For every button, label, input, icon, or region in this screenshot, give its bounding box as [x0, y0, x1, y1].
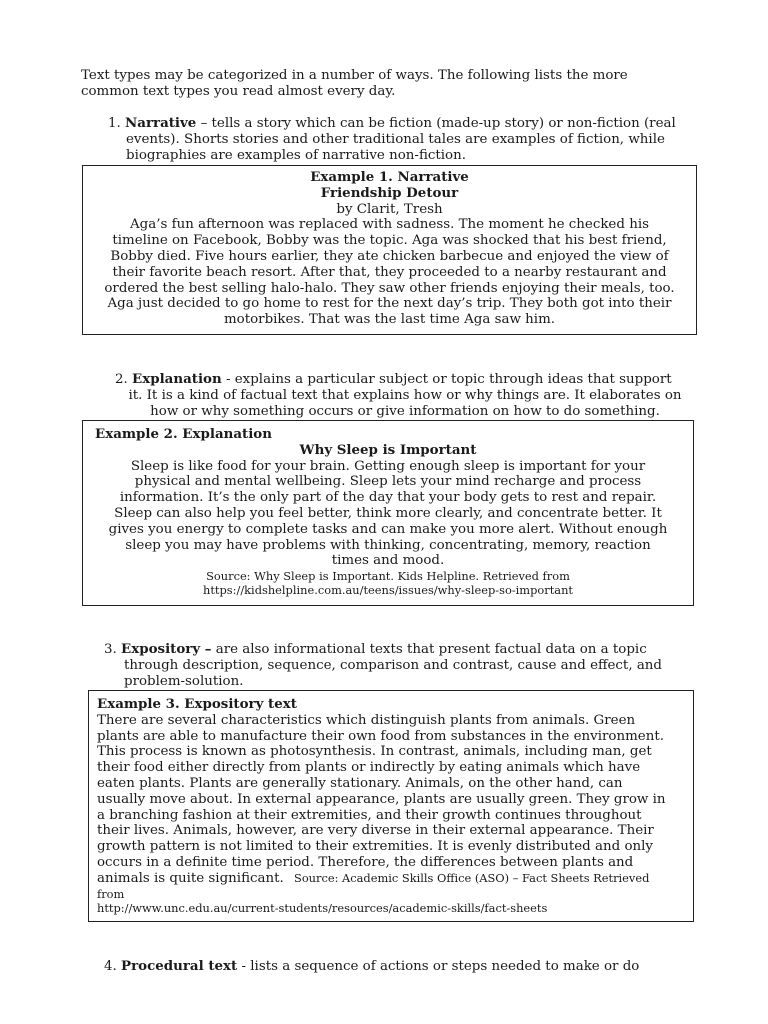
story-line: motorbikes. That was the last time Aga saw him. — [223, 312, 556, 328]
intro-line: Text types may be categorized in a number of ways. The following lists the more — [81, 68, 628, 83]
list-item-expository — [104, 642, 704, 689]
story-line: ordered the best selling halo-halo. They saw other friends enjoying their meals, too. — [104, 280, 675, 296]
list-number: 2. — [115, 372, 128, 387]
list-item-line: it. It is a kind of factual text that explains how or why things are. It elaborates on — [128, 387, 682, 403]
article-title: Why Sleep is Important — [299, 441, 477, 458]
list-item-line: how or why something occurs or give information on how to do something. — [150, 403, 660, 419]
example-heading: Example 3. Expository text — [97, 696, 297, 712]
list-number: 3. — [104, 642, 117, 657]
intro-paragraph — [81, 68, 681, 100]
source-url: http://www.unc.edu.au/current-students/resources/academic-skills/fact-sheets — [97, 900, 548, 915]
text-line: This process is known as photosynthesis. In contrast, animals, including man, get — [97, 744, 652, 760]
intro-line: common text types you read almost every day. — [81, 83, 396, 99]
list-item-line: 4. Procedural text - lists a sequence of actions or steps needed to make or do — [104, 958, 640, 974]
article-line: Sleep can also help you feel better, think more clearly, and concentrate better. It — [114, 505, 662, 521]
text-line: plants are able to manufacture their own food from substances in the environment. — [97, 728, 664, 744]
example-2-box — [82, 420, 694, 606]
list-item-line: events). Shorts stories and other traditional tales are examples of fiction, while — [126, 131, 665, 147]
text-line: usually move about. In external appearance, plants are usually green. They grow in — [97, 791, 666, 807]
list-item-narrative — [108, 116, 708, 163]
list-item-line: biographies are examples of narrative non-fiction. — [126, 147, 466, 163]
story-line: Aga just decided to go home to rest for the next day’s trip. They both got into their — [107, 296, 672, 312]
text-line: occurs in a definite time period. Therefore, the differences between plants and — [97, 854, 634, 870]
article-line: information. It’s the only part of the day that your body gets to rest and repair. — [119, 490, 657, 506]
term-expository: Expository – — [121, 641, 212, 657]
term-procedural: Procedural text — [121, 958, 238, 974]
text-line: There are several characteristics which distinguish plants from animals. Green — [97, 712, 636, 728]
story-line: Bobby died. Five hours earlier, they ate chicken barbecue and enjoyed the view of — [110, 248, 669, 264]
text-line: a branching fashion at their extremities, and their growth continues throughout — [97, 807, 642, 823]
story-title: Friendship Detour — [320, 184, 459, 201]
term-narrative: Narrative — [125, 115, 197, 131]
example-1-box — [82, 165, 697, 335]
text-line: their lives. Animals, however, are very diverse in their external appearance. Their — [97, 823, 654, 839]
story-line: Aga’s fun afternoon was replaced with sadness. The moment he checked his — [130, 217, 649, 233]
article-line: times and mood. — [331, 553, 445, 569]
article-line: physical and mental wellbeing. Sleep lets your mind recharge and process — [134, 474, 642, 490]
term-explanation: Explanation — [132, 371, 222, 387]
story-line: their favorite beach resort. After that, they proceeded to a nearby restaurant and — [112, 264, 667, 280]
list-item-line: through description, sequence, comparison and contrast, cause and effect, and — [124, 657, 663, 673]
text-line: their food either directly from plants or indirectly by eating animals which have — [97, 760, 641, 776]
list-item-procedural — [104, 959, 704, 975]
list-item-line: 2. Explanation - explains a particular subject or topic through ideas that support — [115, 371, 672, 387]
source-citation-continued: from — [97, 886, 125, 901]
text-line: animals is quite significant. Source: Academic Skills Office (ASO) – Fact Sheets Retrieved — [97, 870, 650, 886]
source-citation: Source: Why Sleep is Important. Kids Helpline. Retrieved from — [206, 569, 570, 584]
list-number: 1. — [108, 116, 121, 131]
article-line: sleep you may have problems with thinking, concentrating, memory, reaction — [125, 537, 651, 553]
list-item-line: problem-solution. — [124, 673, 244, 689]
story-line: timeline on Facebook, Bobby was the topic. Aga was shocked that his best friend, — [112, 233, 667, 249]
article-line: gives you energy to complete tasks and can make you more alert. Without enough — [108, 521, 668, 537]
text-line: eaten plants. Plants are generally stationary. Animals, on the other hand, can — [97, 775, 623, 791]
list-item-explanation — [115, 372, 695, 419]
example-heading: Example 1. Narrative — [310, 169, 469, 185]
source-citation: Source: Academic Skills Office (ASO) – Fact Sheets Retrieved — [294, 870, 650, 885]
list-item-line: 3. Expository – are also informational texts that present factual data on a topic — [104, 641, 647, 657]
example-heading: Example 2. Explanation — [95, 426, 272, 442]
source-url: https://kidshelpline.com.au/teens/issues/why-sleep-so-important — [203, 583, 573, 598]
article-line: Sleep is like food for your brain. Getting enough sleep is important for your — [130, 458, 646, 474]
list-item-line: 1. Narrative – tells a story which can be fiction (made-up story) or non-fiction (real — [108, 115, 676, 131]
example-3-box — [88, 690, 694, 922]
text-line: growth pattern is not limited to their extremities. It is evenly distributed and only — [97, 839, 653, 855]
story-author: by Clarit, Tresh — [336, 201, 443, 217]
list-number: 4. — [104, 959, 117, 974]
